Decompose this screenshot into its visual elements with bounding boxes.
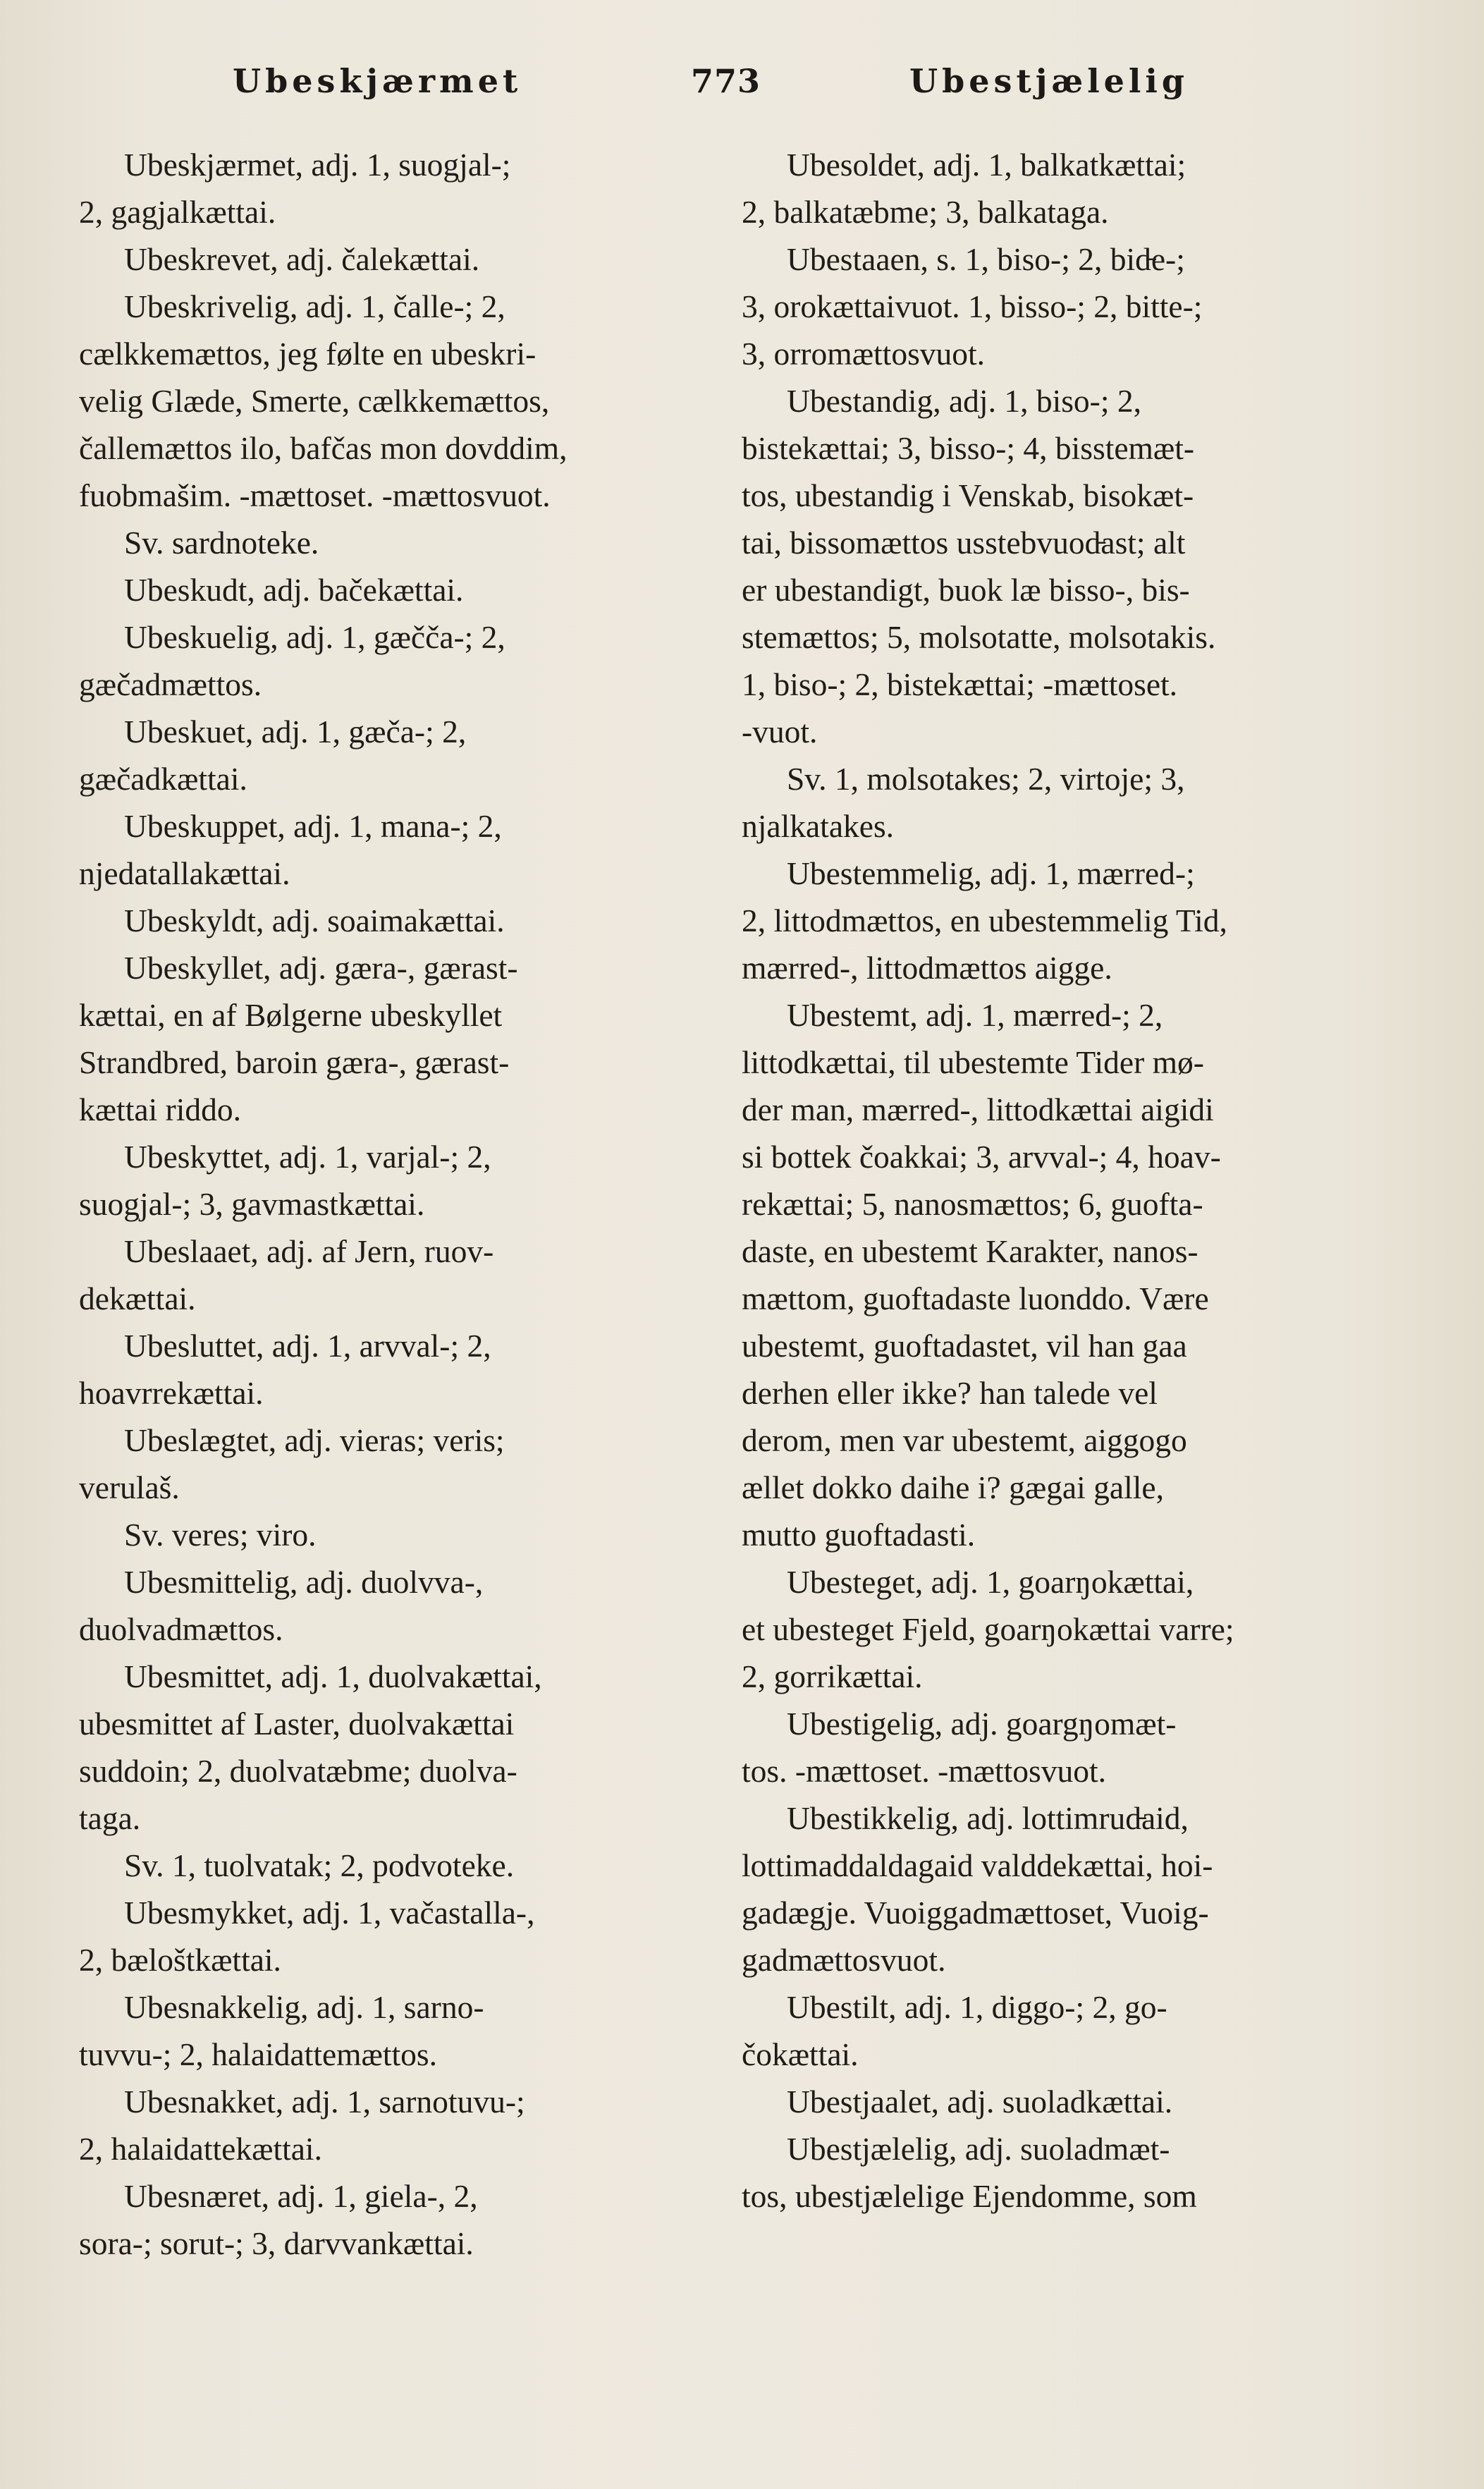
text-line: Ubestemt, adj. 1, mærred-; 2, — [787, 997, 1163, 1033]
header-left-guideword: Ubeskjærmet — [233, 62, 522, 100]
text-line: taga. — [79, 1800, 141, 1836]
text-line: Ubestigelig, adj. goargŋomæt- — [787, 1706, 1177, 1742]
text-line: velig Glæde, Smerte, cælkkemættos, — [79, 383, 550, 419]
text-line: bistekættai; 3, bisso-; 4, bisstemæt- — [742, 430, 1195, 466]
text-line: gadmættosvuot. — [742, 1942, 946, 1978]
text-line: gæčadkættai. — [79, 761, 247, 797]
text-line: Ubeskrevet, adj. čalekættai. — [124, 241, 480, 277]
text-line: Ubestemmelig, adj. 1, mærred-; — [787, 855, 1195, 891]
text-line: er ubestandigt, buok læ bisso-, bis- — [742, 572, 1190, 608]
text-line: Ubeskuelig, adj. 1, gæčča-; 2, — [124, 619, 505, 655]
text-line: gæčadmættos. — [79, 666, 262, 702]
text-line: rekættai; 5, nanosmættos; 6, guofta- — [742, 1186, 1203, 1222]
text-line: mættom, guoftadaste luonddo. Være — [742, 1280, 1209, 1316]
text-line: tos. -mættoset. -mættosvuot. — [742, 1753, 1106, 1789]
text-line: stemættos; 5, molsotatte, molsotakis. — [742, 619, 1216, 655]
text-line: 2, littodmættos, en ubestemmelig Tid, — [742, 903, 1227, 938]
text-line: Ubesnæret, adj. 1, giela-, 2, — [124, 2178, 478, 2214]
text-line: duolvadmættos. — [79, 1611, 283, 1647]
text-line: Ubesteget, adj. 1, goarŋokættai, — [787, 1564, 1194, 1600]
text-line: Ubesmittelig, adj. duolvva-, — [124, 1564, 484, 1600]
text-line: Ubesoldet, adj. 1, balkatkættai; — [787, 147, 1186, 183]
text-line: derom, men var ubestemt, aiggogo — [742, 1422, 1187, 1458]
text-line: 2, gagjalkættai. — [79, 194, 276, 230]
text-line: littodkættai, til ubestemte Tider mø- — [742, 1044, 1204, 1080]
text-line: Ubeskjærmet, adj. 1, suogjal-; — [124, 147, 511, 183]
text-line: dekættai. — [79, 1280, 196, 1316]
text-line: si bottek čoakkai; 3, arvval-; 4, hoav- — [742, 1139, 1221, 1175]
text-line: lottimaddaldagaid valddekættai, hoi- — [742, 1847, 1213, 1883]
text-line: Ubeslægtet, adj. vieras; veris; — [124, 1422, 505, 1458]
text-line: Ubesnakket, adj. 1, sarnotuvu-; — [124, 2084, 525, 2120]
text-line: Sv. sardnoteke. — [124, 525, 319, 561]
text-line: Ubesnakkelig, adj. 1, sarno- — [124, 1989, 484, 2025]
text-line: Ubestjælelig, adj. suoladmæt- — [787, 2131, 1170, 2167]
text-line: Ubeskuppet, adj. 1, mana-; 2, — [124, 808, 502, 844]
left-column — [79, 141, 705, 2267]
text-line: 2, gorrikættai. — [742, 1658, 923, 1694]
text-line: Sv. veres; viro. — [124, 1517, 317, 1553]
text-line: ællet dokko daihe i? gægai galle, — [742, 1469, 1164, 1505]
text-line: sora-; sorut-; 3, darvvankættai. — [79, 2225, 474, 2261]
text-line: der man, mærred-, littodkættai aigidi — [742, 1091, 1214, 1127]
text-line: Ubestandig, adj. 1, biso-; 2, — [787, 383, 1141, 419]
text-line: gadægje. Vuoiggadmættoset, Vuoig- — [742, 1895, 1209, 1931]
text-line: Ubeskuet, adj. 1, gæča-; 2, — [124, 714, 467, 750]
text-line: verulaš. — [79, 1469, 180, 1505]
text-line: -vuot. — [742, 714, 818, 750]
text-line: Strandbred, baroin gæra-, gærast- — [79, 1044, 510, 1080]
text-line: daste, en ubestemt Karakter, nanos- — [742, 1233, 1198, 1269]
text-line: kættai riddo. — [79, 1091, 242, 1127]
text-line: kættai, en af Bølgerne ubeskyllet — [79, 997, 503, 1033]
text-line: cælkkemættos, jeg følte en ubeskri- — [79, 336, 536, 372]
text-line: mutto guoftadasti. — [742, 1517, 976, 1553]
text-line: ubestemt, guoftadastet, vil han gaa — [742, 1328, 1187, 1364]
text-line: suogjal-; 3, gavmastkættai. — [79, 1186, 425, 1222]
text-line: 2, bæloštkættai. — [79, 1942, 281, 1978]
text-line: Sv. 1, tuolvatak; 2, podvoteke. — [124, 1847, 515, 1883]
text-line: 2, balkatæbme; 3, balkataga. — [742, 194, 1109, 230]
text-line: Ubestjaalet, adj. suoladkættai. — [787, 2084, 1173, 2120]
text-line: ubesmittet af Laster, duolvakættai — [79, 1706, 515, 1742]
text-line: Ubeslaaet, adj. af Jern, ruov- — [124, 1233, 494, 1269]
text-line: Ubeskrivelig, adj. 1, čalle-; 2, — [124, 288, 505, 324]
text-line: mærred-, littodmættos aigge. — [742, 950, 1112, 986]
text-line: hoavrrekættai. — [79, 1375, 264, 1411]
text-line: Ubestaaen, s. 1, biso-; 2, bid̵e-; — [787, 241, 1185, 277]
text-line: Ubesluttet, adj. 1, arvval-; 2, — [124, 1328, 491, 1364]
text-line: Ubeskyttet, adj. 1, varjal-; 2, — [124, 1139, 491, 1175]
text-line: 2, halaidattekættai. — [79, 2131, 322, 2167]
text-line: derhen eller ikke? han talede vel — [742, 1375, 1158, 1411]
right-column — [742, 141, 1380, 2220]
header-right-guideword: Ubestjælelig — [909, 62, 1189, 100]
page-number: 773 — [691, 62, 761, 100]
text-line: čokættai. — [742, 2036, 859, 2072]
text-line: Ubestilt, adj. 1, diggo-; 2, go- — [787, 1989, 1167, 2025]
text-line: suddoin; 2, duolvatæbme; duolva- — [79, 1753, 517, 1789]
text-line: Ubesmittet, adj. 1, duolvakættai, — [124, 1658, 542, 1694]
text-line: 3, orromættosvuot. — [742, 336, 986, 372]
text-line: čallemættos ilo, bafčas mon dovddim, — [79, 430, 568, 466]
text-line: tai, bissomættos usstebvuod̵ast; alt — [742, 525, 1186, 561]
text-line: Ubesmykket, adj. 1, vačastalla-, — [124, 1895, 535, 1931]
text-line: tos, ubestandig i Venskab, bisokæt- — [742, 477, 1194, 513]
text-line: njalkatakes. — [742, 808, 895, 844]
text-line: Ubeskyllet, adj. gæra-, gærast- — [124, 950, 518, 986]
page-header — [70, 62, 1414, 118]
text-line: tos, ubestjælelige Ejendomme, som — [742, 2178, 1197, 2214]
text-line: et ubesteget Fjeld, goarŋokættai varre; — [742, 1611, 1234, 1647]
text-line: tuvvu-; 2, halaidattemættos. — [79, 2036, 438, 2072]
text-line: Ubestikkelig, adj. lottimrud̵aid, — [787, 1800, 1189, 1836]
text-line: Ubeskudt, adj. bačekættai. — [124, 572, 464, 608]
text-line: njedatallakættai. — [79, 855, 290, 891]
text-line: Ubeskyldt, adj. soaimakættai. — [124, 903, 505, 938]
text-line: 1, biso-; 2, bistekættai; -mættoset. — [742, 666, 1178, 702]
text-line: Sv. 1, molsotakes; 2, virtoje; 3, — [787, 761, 1185, 797]
text-line: fuobmašim. -mættoset. -mættosvuot. — [79, 477, 551, 513]
text-line: 3, orokættaivuot. 1, bisso-; 2, bitte-; — [742, 288, 1203, 324]
